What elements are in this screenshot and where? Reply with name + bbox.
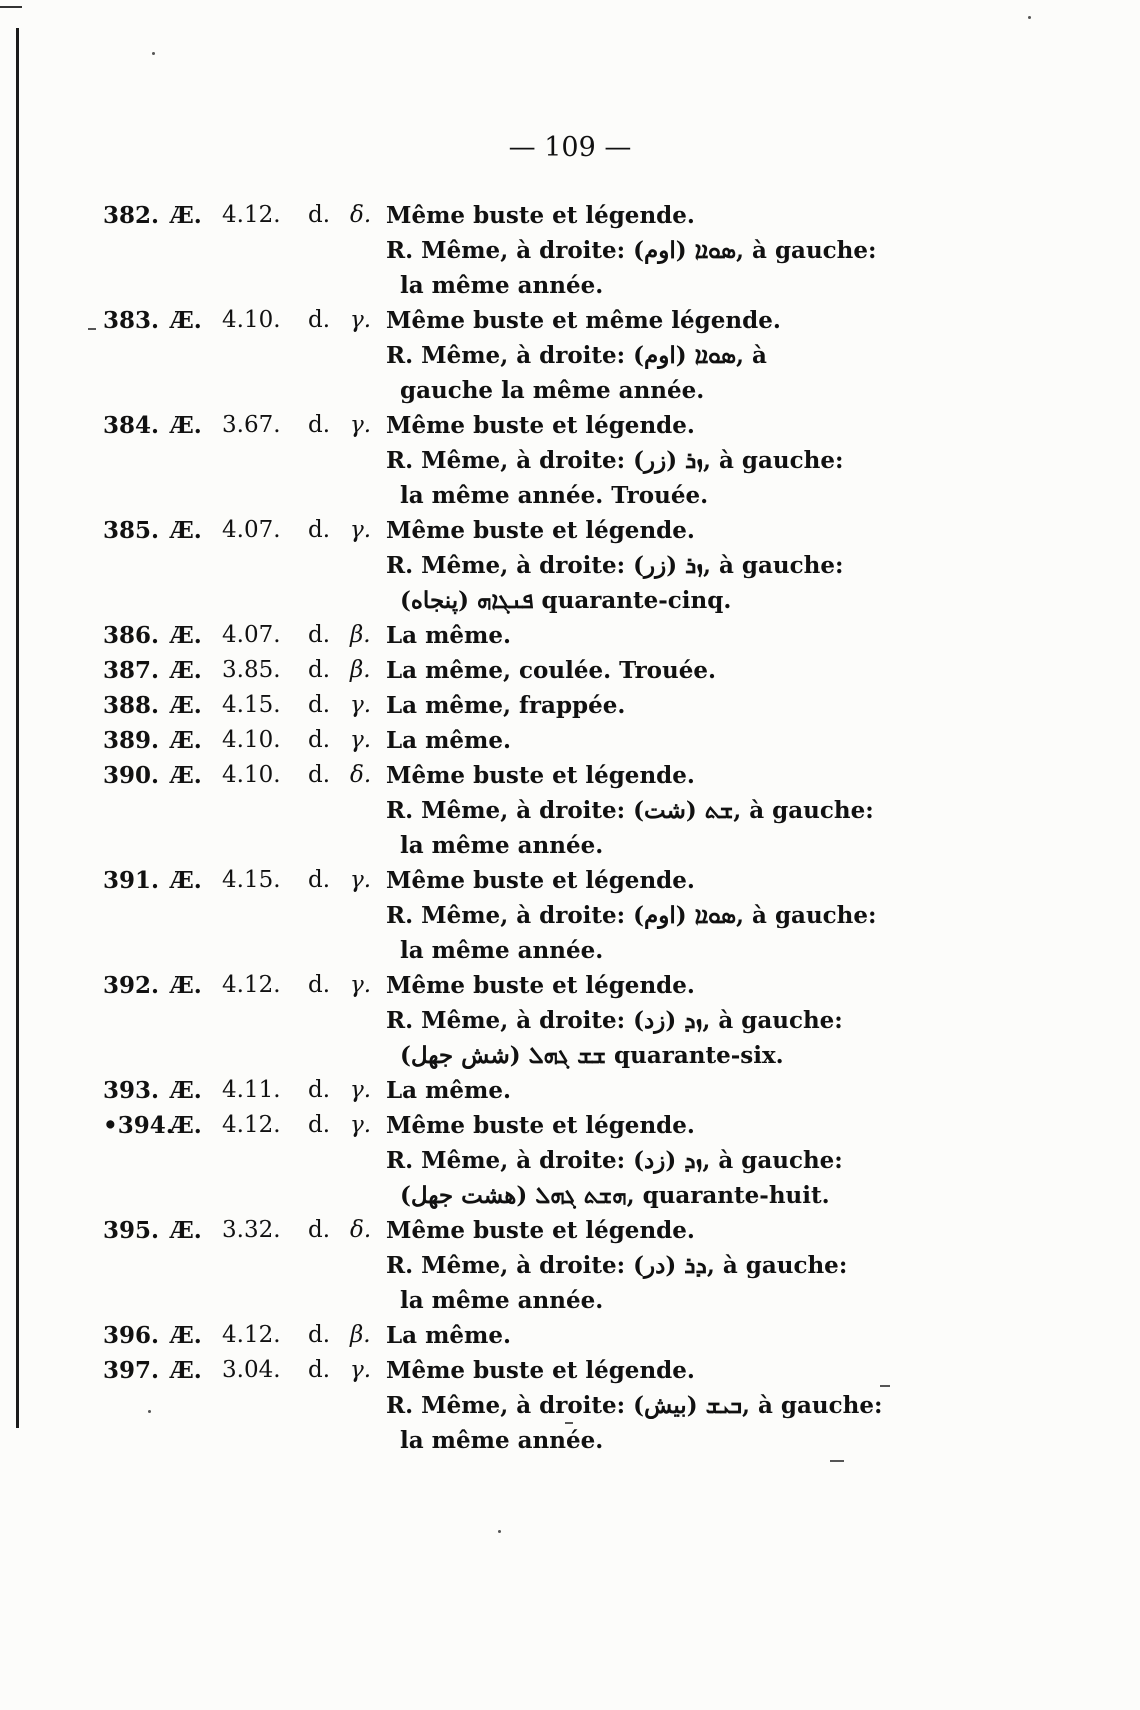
weight-grams: 4.15.: [222, 867, 281, 893]
entry-continuation-line: [0, 478, 1140, 513]
direction-abbrev: d.: [308, 1357, 331, 1383]
entry-number: 397.: [103, 1357, 160, 1384]
entry-number: 392.: [103, 972, 160, 999]
weight-grams: 3.04.: [222, 1357, 281, 1383]
direction-abbrev: d.: [308, 657, 331, 683]
entry-continuation-line: [0, 1283, 1140, 1318]
direction-abbrev: d.: [308, 1077, 331, 1103]
entry-number: 390.: [103, 762, 160, 789]
metal-symbol: Æ.: [170, 1357, 202, 1384]
weight-grams: 4.15.: [222, 692, 281, 718]
catalogue-entry: [0, 1318, 1140, 1353]
direction-abbrev: d.: [308, 622, 331, 648]
metal-symbol: Æ.: [170, 1077, 202, 1104]
weight-grams: 4.10.: [222, 727, 281, 753]
condition-grade: γ.: [350, 972, 372, 998]
weight-grams: 4.12.: [222, 1322, 281, 1348]
entry-description: ܦܢܓܐܗ (پنجاه) quarante-cinq.: [400, 587, 732, 614]
entry-number: 388.: [103, 692, 160, 719]
catalogue-entries: [0, 198, 1140, 1458]
condition-grade: γ.: [350, 1112, 372, 1138]
metal-symbol: Æ.: [170, 1112, 202, 1139]
catalogue-entry: [0, 758, 1140, 863]
condition-grade: δ.: [350, 1217, 372, 1243]
condition-grade: γ.: [350, 517, 372, 543]
entry-continuation-line: [0, 1003, 1140, 1038]
entry-description: La même.: [386, 1322, 512, 1349]
metal-symbol: Æ.: [170, 867, 202, 894]
catalogue-entry: [0, 968, 1140, 1073]
entry-number: 396.: [103, 1322, 160, 1349]
entry-first-line: [0, 198, 1140, 233]
entry-description: la même année.: [400, 1287, 604, 1314]
entry-description: La même.: [386, 1077, 512, 1104]
entry-description: R. Même, à droite: ܣܘܐܐ (اوم), à: [386, 342, 767, 369]
entry-description: Même buste et légende.: [386, 1217, 695, 1244]
direction-abbrev: d.: [308, 1217, 331, 1243]
entry-description: La même, coulée. Trouée.: [386, 657, 717, 684]
condition-grade: γ.: [350, 692, 372, 718]
direction-abbrev: d.: [308, 762, 331, 788]
metal-symbol: Æ.: [170, 657, 202, 684]
condition-grade: γ.: [350, 1357, 372, 1383]
metal-symbol: Æ.: [170, 762, 202, 789]
weight-grams: 4.10.: [222, 762, 281, 788]
entry-description: Même buste et légende.: [386, 517, 695, 544]
entry-first-line: [0, 618, 1140, 653]
entry-first-line: [0, 1353, 1140, 1388]
entry-first-line: [0, 1108, 1140, 1143]
direction-abbrev: d.: [308, 1322, 331, 1348]
scan-speck: [1028, 16, 1031, 19]
metal-symbol: Æ.: [170, 307, 202, 334]
entry-continuation-line: [0, 1423, 1140, 1458]
entry-number: 382.: [103, 202, 160, 229]
entry-first-line: [0, 513, 1140, 548]
weight-grams: 3.32.: [222, 1217, 281, 1243]
direction-abbrev: d.: [308, 727, 331, 753]
entry-description: La même.: [386, 727, 512, 754]
weight-grams: 4.07.: [222, 622, 281, 648]
entry-continuation-line: [0, 1388, 1140, 1423]
condition-grade: β.: [350, 622, 371, 648]
entry-description: R. Même, à droite: ܣܘܐܐ (اوم), à gauche:: [386, 237, 877, 264]
entry-description: R. Même, à droite: ܙܕ (زد), à gauche:: [386, 1007, 843, 1034]
entry-continuation-line: [0, 1143, 1140, 1178]
direction-abbrev: d.: [308, 307, 331, 333]
direction-abbrev: d.: [308, 692, 331, 718]
condition-grade: γ.: [350, 412, 372, 438]
entry-number: 393.: [103, 1077, 160, 1104]
entry-continuation-line: [0, 898, 1140, 933]
entry-description: Même buste et légende.: [386, 867, 695, 894]
catalogue-entry: [0, 618, 1140, 653]
direction-abbrev: d.: [308, 867, 331, 893]
scan-speck: [152, 52, 155, 55]
entry-first-line: [0, 968, 1140, 1003]
catalogue-entry: [0, 303, 1140, 408]
entry-description: La même.: [386, 622, 512, 649]
catalogue-entry: [0, 653, 1140, 688]
scan-speck: [880, 1385, 890, 1387]
entry-number: 384.: [103, 412, 160, 439]
entry-description: R. Même, à droite: ܙܪ (زر), à gauche:: [386, 447, 844, 474]
catalogue-entry: [0, 513, 1140, 618]
entry-continuation-line: [0, 1038, 1140, 1073]
entry-description: la même année.: [400, 937, 604, 964]
metal-symbol: Æ.: [170, 972, 202, 999]
condition-grade: γ.: [350, 307, 372, 333]
scan-speck: [148, 1410, 151, 1413]
metal-symbol: Æ.: [170, 692, 202, 719]
metal-symbol: Æ.: [170, 1217, 202, 1244]
direction-abbrev: d.: [308, 1112, 331, 1138]
entry-number: 391.: [103, 867, 160, 894]
weight-grams: 3.85.: [222, 657, 281, 683]
condition-grade: γ.: [350, 867, 372, 893]
condition-grade: δ.: [350, 202, 372, 228]
entry-continuation-line: [0, 373, 1140, 408]
catalogue-entry: [0, 1073, 1140, 1108]
entry-description: la même année.: [400, 832, 604, 859]
entry-description: Même buste et même légende.: [386, 307, 781, 334]
metal-symbol: Æ.: [170, 517, 202, 544]
entry-description: La même, frappée.: [386, 692, 626, 719]
entry-description: R. Même, à droite: ܒܝܫ (بيش), à gauche:: [386, 1392, 883, 1419]
page-edge-mark: [0, 6, 22, 8]
entry-continuation-line: [0, 233, 1140, 268]
entry-description: R. Même, à droite: ܙܪ (زر), à gauche:: [386, 552, 844, 579]
entry-continuation-line: [0, 793, 1140, 828]
entry-description: ܫܫ ܓܗܠ (شش جهل) quarante-six.: [400, 1042, 784, 1069]
entry-first-line: [0, 1318, 1140, 1353]
weight-grams: 4.12.: [222, 972, 281, 998]
catalogue-entry: [0, 1353, 1140, 1458]
entry-description: Même buste et légende.: [386, 1112, 695, 1139]
scan-speck: [498, 1530, 501, 1533]
direction-abbrev: d.: [308, 412, 331, 438]
catalogue-entry: [0, 198, 1140, 303]
entry-description: la même année. Trouée.: [400, 482, 709, 509]
entry-description: Même buste et légende.: [386, 412, 695, 439]
entry-description: la même année.: [400, 1427, 604, 1454]
condition-grade: β.: [350, 1322, 371, 1348]
entry-description: Même buste et légende.: [386, 202, 695, 229]
entry-first-line: [0, 758, 1140, 793]
entry-description: ܗܫܬ ܓܗܠ (هشت جهل), quarante-huit.: [400, 1182, 830, 1209]
entry-number: 383.: [103, 307, 160, 334]
direction-abbrev: d.: [308, 517, 331, 543]
weight-grams: 4.07.: [222, 517, 281, 543]
entry-description: R. Même, à droite: ܫܬ (شت), à gauche:: [386, 797, 874, 824]
page-number: — 109 —: [508, 132, 632, 163]
condition-grade: δ.: [350, 762, 372, 788]
weight-grams: 4.12.: [222, 1112, 281, 1138]
catalogue-entry: [0, 723, 1140, 758]
entry-first-line: [0, 688, 1140, 723]
metal-symbol: Æ.: [170, 622, 202, 649]
entry-number: 395.: [103, 1217, 160, 1244]
metal-symbol: Æ.: [170, 727, 202, 754]
entry-first-line: [0, 1213, 1140, 1248]
weight-grams: 4.10.: [222, 307, 281, 333]
entry-first-line: [0, 723, 1140, 758]
condition-grade: γ.: [350, 727, 372, 753]
catalogue-entry: [0, 1108, 1140, 1213]
metal-symbol: Æ.: [170, 202, 202, 229]
entry-description: Même buste et légende.: [386, 762, 695, 789]
catalogue-entry: [0, 688, 1140, 723]
metal-symbol: Æ.: [170, 1322, 202, 1349]
catalogue-entry: [0, 1213, 1140, 1318]
entry-first-line: [0, 408, 1140, 443]
entry-first-line: [0, 1073, 1140, 1108]
entry-description: Même buste et légende.: [386, 972, 695, 999]
entry-continuation-line: [0, 933, 1140, 968]
entry-continuation-line: [0, 268, 1140, 303]
metal-symbol: Æ.: [170, 412, 202, 439]
entry-description: gauche la même année.: [400, 377, 705, 404]
catalogue-entry: [0, 408, 1140, 513]
catalogue-entry: [0, 863, 1140, 968]
entry-continuation-line: [0, 583, 1140, 618]
entry-first-line: [0, 303, 1140, 338]
entry-first-line: [0, 653, 1140, 688]
entry-number: •394.: [103, 1112, 174, 1139]
scan-speck: [565, 1422, 573, 1424]
weight-grams: 3.67.: [222, 412, 281, 438]
entry-continuation-line: [0, 1248, 1140, 1283]
entry-description: Même buste et légende.: [386, 1357, 695, 1384]
entry-continuation-line: [0, 828, 1140, 863]
entry-number: 386.: [103, 622, 160, 649]
entry-description: la même année.: [400, 272, 604, 299]
direction-abbrev: d.: [308, 972, 331, 998]
weight-grams: 4.12.: [222, 202, 281, 228]
condition-grade: γ.: [350, 1077, 372, 1103]
entry-number: 385.: [103, 517, 160, 544]
entry-number: 389.: [103, 727, 160, 754]
direction-abbrev: d.: [308, 202, 331, 228]
entry-continuation-line: [0, 548, 1140, 583]
entry-first-line: [0, 863, 1140, 898]
entry-description: R. Même, à droite: ܕܪ (در), à gauche:: [386, 1252, 848, 1279]
entry-description: R. Même, à droite: ܙܕ (زد), à gauche:: [386, 1147, 843, 1174]
condition-grade: β.: [350, 657, 371, 683]
weight-grams: 4.11.: [222, 1077, 281, 1103]
entry-continuation-line: [0, 443, 1140, 478]
entry-continuation-line: [0, 338, 1140, 373]
entry-description: R. Même, à droite: ܣܘܐܐ (اوم), à gauche:: [386, 902, 877, 929]
scan-speck: [88, 328, 96, 330]
entry-continuation-line: [0, 1178, 1140, 1213]
entry-number: 387.: [103, 657, 160, 684]
scan-speck: [830, 1460, 844, 1462]
